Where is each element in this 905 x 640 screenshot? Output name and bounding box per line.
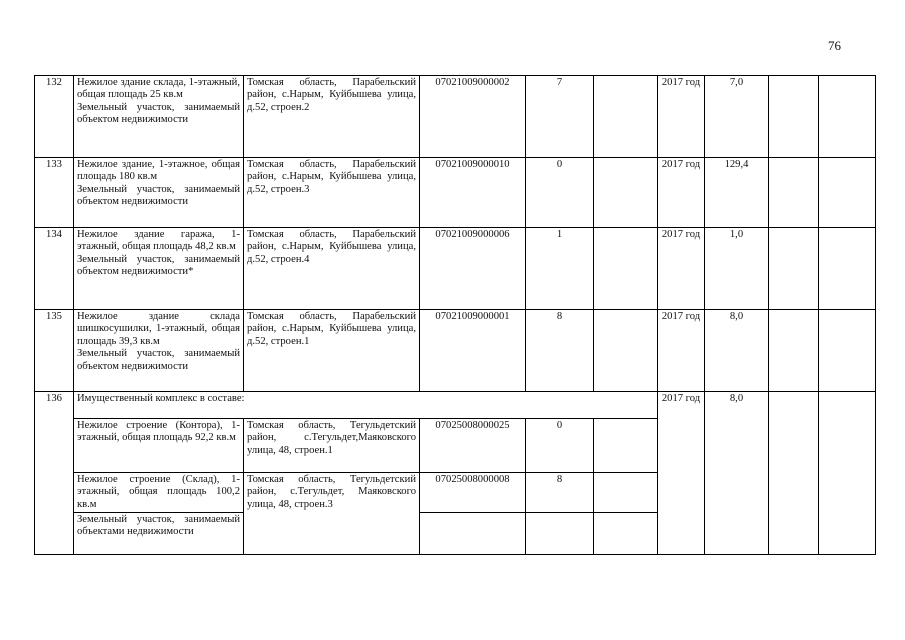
empty-cell (769, 158, 819, 228)
cadastral-code: 07025008000025 (420, 419, 526, 473)
year: 2017 год (658, 76, 705, 158)
property-table (34, 75, 876, 555)
area-value: 129,4 (705, 158, 769, 228)
empty-cell (819, 310, 876, 392)
object-address: Томская область, Парабельский район, с.Нарым, Куйбышева улица, д.52, строен.2 (244, 76, 420, 158)
empty-cell (769, 228, 819, 310)
year: 2017 год (658, 228, 705, 310)
area-value: 8,0 (705, 310, 769, 392)
object-address: Томская область, Тегульдетский район, с.Тегульдет, Маяковского улица, 48, строен.3 (244, 473, 420, 555)
object-description: Нежилое здание склада, 1-этажный, общая площадь 25 кв.м Земельный участок, занимаемый объектом недвижимости (74, 76, 244, 158)
count-value: 1 (526, 228, 594, 310)
year: 2017 год (658, 310, 705, 392)
count-value: 0 (526, 419, 594, 473)
empty-cell (594, 473, 658, 513)
object-address: Томская область, Парабельский район, с.Нарым, Куйбышева улица, д.52, строен.3 (244, 158, 420, 228)
row-number: 135 (35, 310, 74, 392)
cadastral-code: 07021009000001 (420, 310, 526, 392)
empty-cell (819, 76, 876, 158)
row-number: 133 (35, 158, 74, 228)
empty-cell (769, 76, 819, 158)
empty-cell (769, 392, 819, 555)
row-number: 136 (35, 392, 74, 555)
row-number: 134 (35, 228, 74, 310)
count-value: 8 (526, 473, 594, 513)
object-description: Нежилое здание, 1-этажное, общая площадь 180 кв.м Земельный участок, занимаемый объектом недвижимости (74, 158, 244, 228)
count-value: 8 (526, 310, 594, 392)
year: 2017 год (658, 392, 705, 555)
count-value: 0 (526, 158, 594, 228)
object-description: Нежилое строение (Склад), 1-этажный, общая площадь 100,2 кв.м (74, 473, 244, 513)
area-value: 7,0 (705, 76, 769, 158)
row-number: 132 (35, 76, 74, 158)
table-row (35, 228, 876, 310)
empty-cell (594, 419, 658, 473)
object-description: Нежилое здание гаража, 1-этажный, общая площадь 48,2 кв.м Земельный участок, занимаемый объектом недвижимости* (74, 228, 244, 310)
count-value: 7 (526, 76, 594, 158)
empty-cell (594, 228, 658, 310)
object-description: Нежилое строение (Контора), 1-этажный, общая площадь 92,2 кв.м (74, 419, 244, 473)
empty-cell (594, 158, 658, 228)
object-address: Томская область, Парабельский район, с.Нарым, Куйбышева улица, д.52, строен.4 (244, 228, 420, 310)
empty-cell (594, 76, 658, 158)
page-number: 76 (828, 38, 841, 53)
empty-cell (594, 310, 658, 392)
area-value: 1,0 (705, 228, 769, 310)
year: 2017 год (658, 158, 705, 228)
empty-cell (769, 310, 819, 392)
cadastral-code: 07021009000006 (420, 228, 526, 310)
area-value: 8,0 (705, 392, 769, 555)
empty-cell (594, 513, 658, 555)
empty-cell (819, 228, 876, 310)
object-address: Томская область, Парабельский район, с.Нарым, Куйбышева улица, д.52, строен.1 (244, 310, 420, 392)
cadastral-code: 07021009000002 (420, 76, 526, 158)
cadastral-code: 07021009000010 (420, 158, 526, 228)
cadastral-code: 07025008000008 (420, 473, 526, 513)
table-row (35, 392, 876, 419)
table-row (35, 310, 876, 392)
table-row (35, 158, 876, 228)
object-address: Томская область, Тегульдетский район, с.Тегульдет,Маяковского улица, 48, строен.1 (244, 419, 420, 473)
object-description: Нежилое здание склада шишкосушилки, 1-этажный, общая площадь 39,3 кв.м Земельный участок, занимаемый объектом недвижимости (74, 310, 244, 392)
empty-cell (420, 513, 526, 555)
object-description: Земельный участок, занимаемый объектами недвижимости (74, 513, 244, 555)
empty-cell (819, 392, 876, 555)
empty-cell (819, 158, 876, 228)
complex-header: Имущественный комплекс в составе: (74, 392, 658, 419)
empty-cell (526, 513, 594, 555)
table-row (35, 76, 876, 158)
